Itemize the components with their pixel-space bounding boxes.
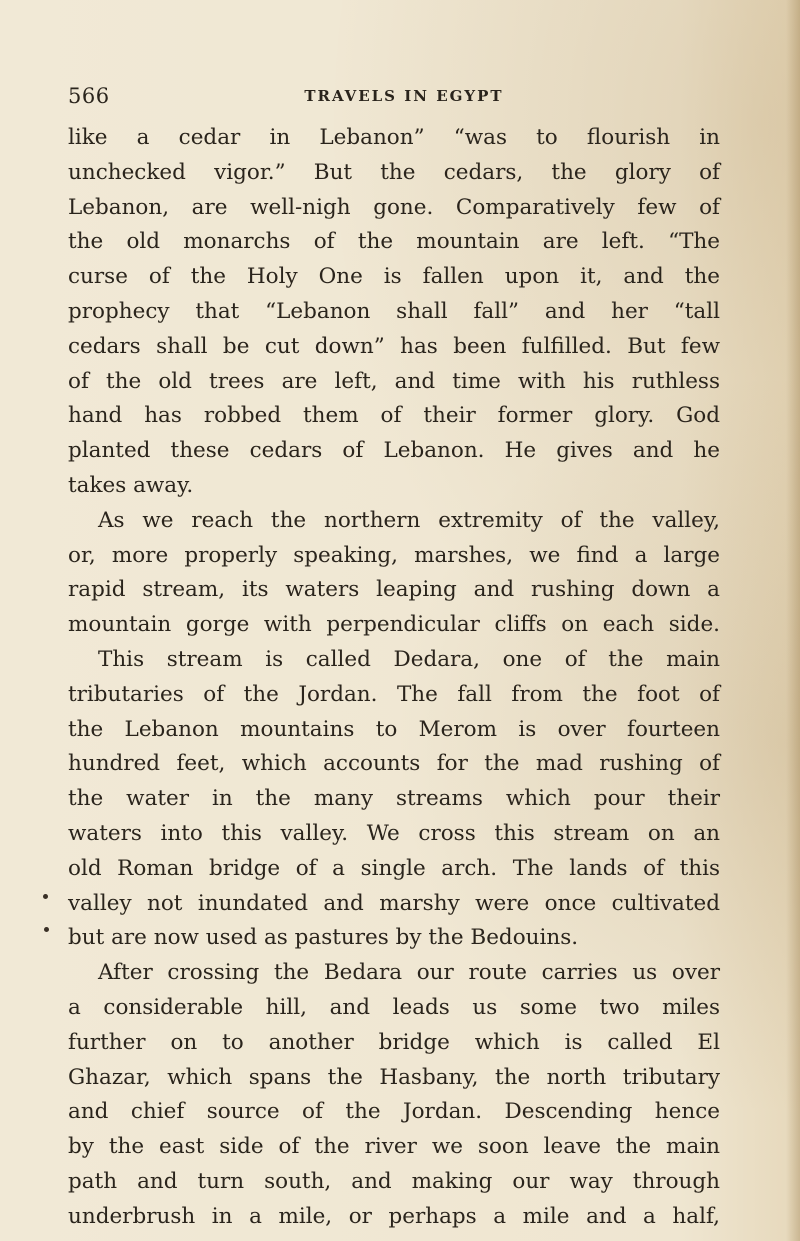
text-line: After crossing the Bedara our route carries us over: [98, 960, 720, 986]
text-line: planted these cedars of Lebanon. He gives and he: [68, 438, 720, 464]
text-line: takes away.: [68, 472, 194, 498]
text-line: the water in the many streams which pour their: [68, 786, 720, 812]
text-line: mountain gorge with perpendicular cliffs on each side.: [68, 612, 720, 638]
text-line: a considerable hill, and leads us some two miles: [68, 994, 720, 1020]
text-line: underbrush in a mile, or perhaps a mile and a half,: [68, 1203, 720, 1229]
page-header: [68, 84, 720, 114]
text-line: further on to another bridge which is called El: [68, 1029, 720, 1055]
text-line: unchecked vigor.” But the cedars, the glory of: [68, 159, 720, 185]
text-line: valley not inundated and marshy were once cultivated: [68, 890, 720, 916]
text-line: and chief source of the Jordan. Descending hence: [68, 1099, 720, 1125]
text-line: rapid stream, its waters leaping and rushing down a: [68, 577, 720, 603]
text-line: hundred feet, which accounts for the mad rushing of: [68, 751, 720, 777]
running-head: TRAVELS IN EGYPT: [304, 87, 504, 105]
text-line: by the east side of the river we soon leave the main: [68, 1134, 720, 1160]
text-line: but are now used as pastures by the Bedouins.: [68, 925, 579, 951]
body-text: [68, 121, 720, 1235]
margin-speck: [44, 927, 49, 932]
text-line: curse of the Holy One is fallen upon it, and the: [68, 264, 720, 290]
margin-speck: [43, 894, 48, 899]
text-line: the Lebanon mountains to Merom is over fourteen: [68, 716, 720, 742]
text-line: of the old trees are left, and time with his ruthless: [68, 368, 720, 394]
text-line: As we reach the northern extremity of the valley,: [98, 507, 720, 533]
page-edge-shadow: [786, 0, 800, 1241]
text-line: waters into this valley. We cross this stream on an: [68, 820, 720, 846]
page-number: 566: [68, 84, 110, 108]
text-line: Ghazar, which spans the Hasbany, the north tributary: [68, 1064, 720, 1090]
text-line: prophecy that “Lebanon shall fall” and her “tall: [68, 298, 720, 324]
text-line: Lebanon, are well-nigh gone. Comparatively few of: [68, 194, 720, 220]
text-line: cedars shall be cut down” has been fulfilled. But few: [68, 333, 720, 359]
text-line: path and turn south, and making our way through: [68, 1168, 720, 1194]
text-line: hand has robbed them of their former glory. God: [68, 403, 720, 429]
text-line: the old monarchs of the mountain are left. “The: [68, 229, 720, 255]
text-line: This stream is called Dedara, one of the main: [98, 646, 720, 672]
text-line: like a cedar in Lebanon” “was to flourish in: [68, 125, 720, 150]
text-line: tributaries of the Jordan. The fall from the foot of: [68, 681, 720, 707]
text-line: or, more properly speaking, marshes, we find a large: [68, 542, 720, 568]
text-line: old Roman bridge of a single arch. The lands of this: [68, 855, 720, 881]
